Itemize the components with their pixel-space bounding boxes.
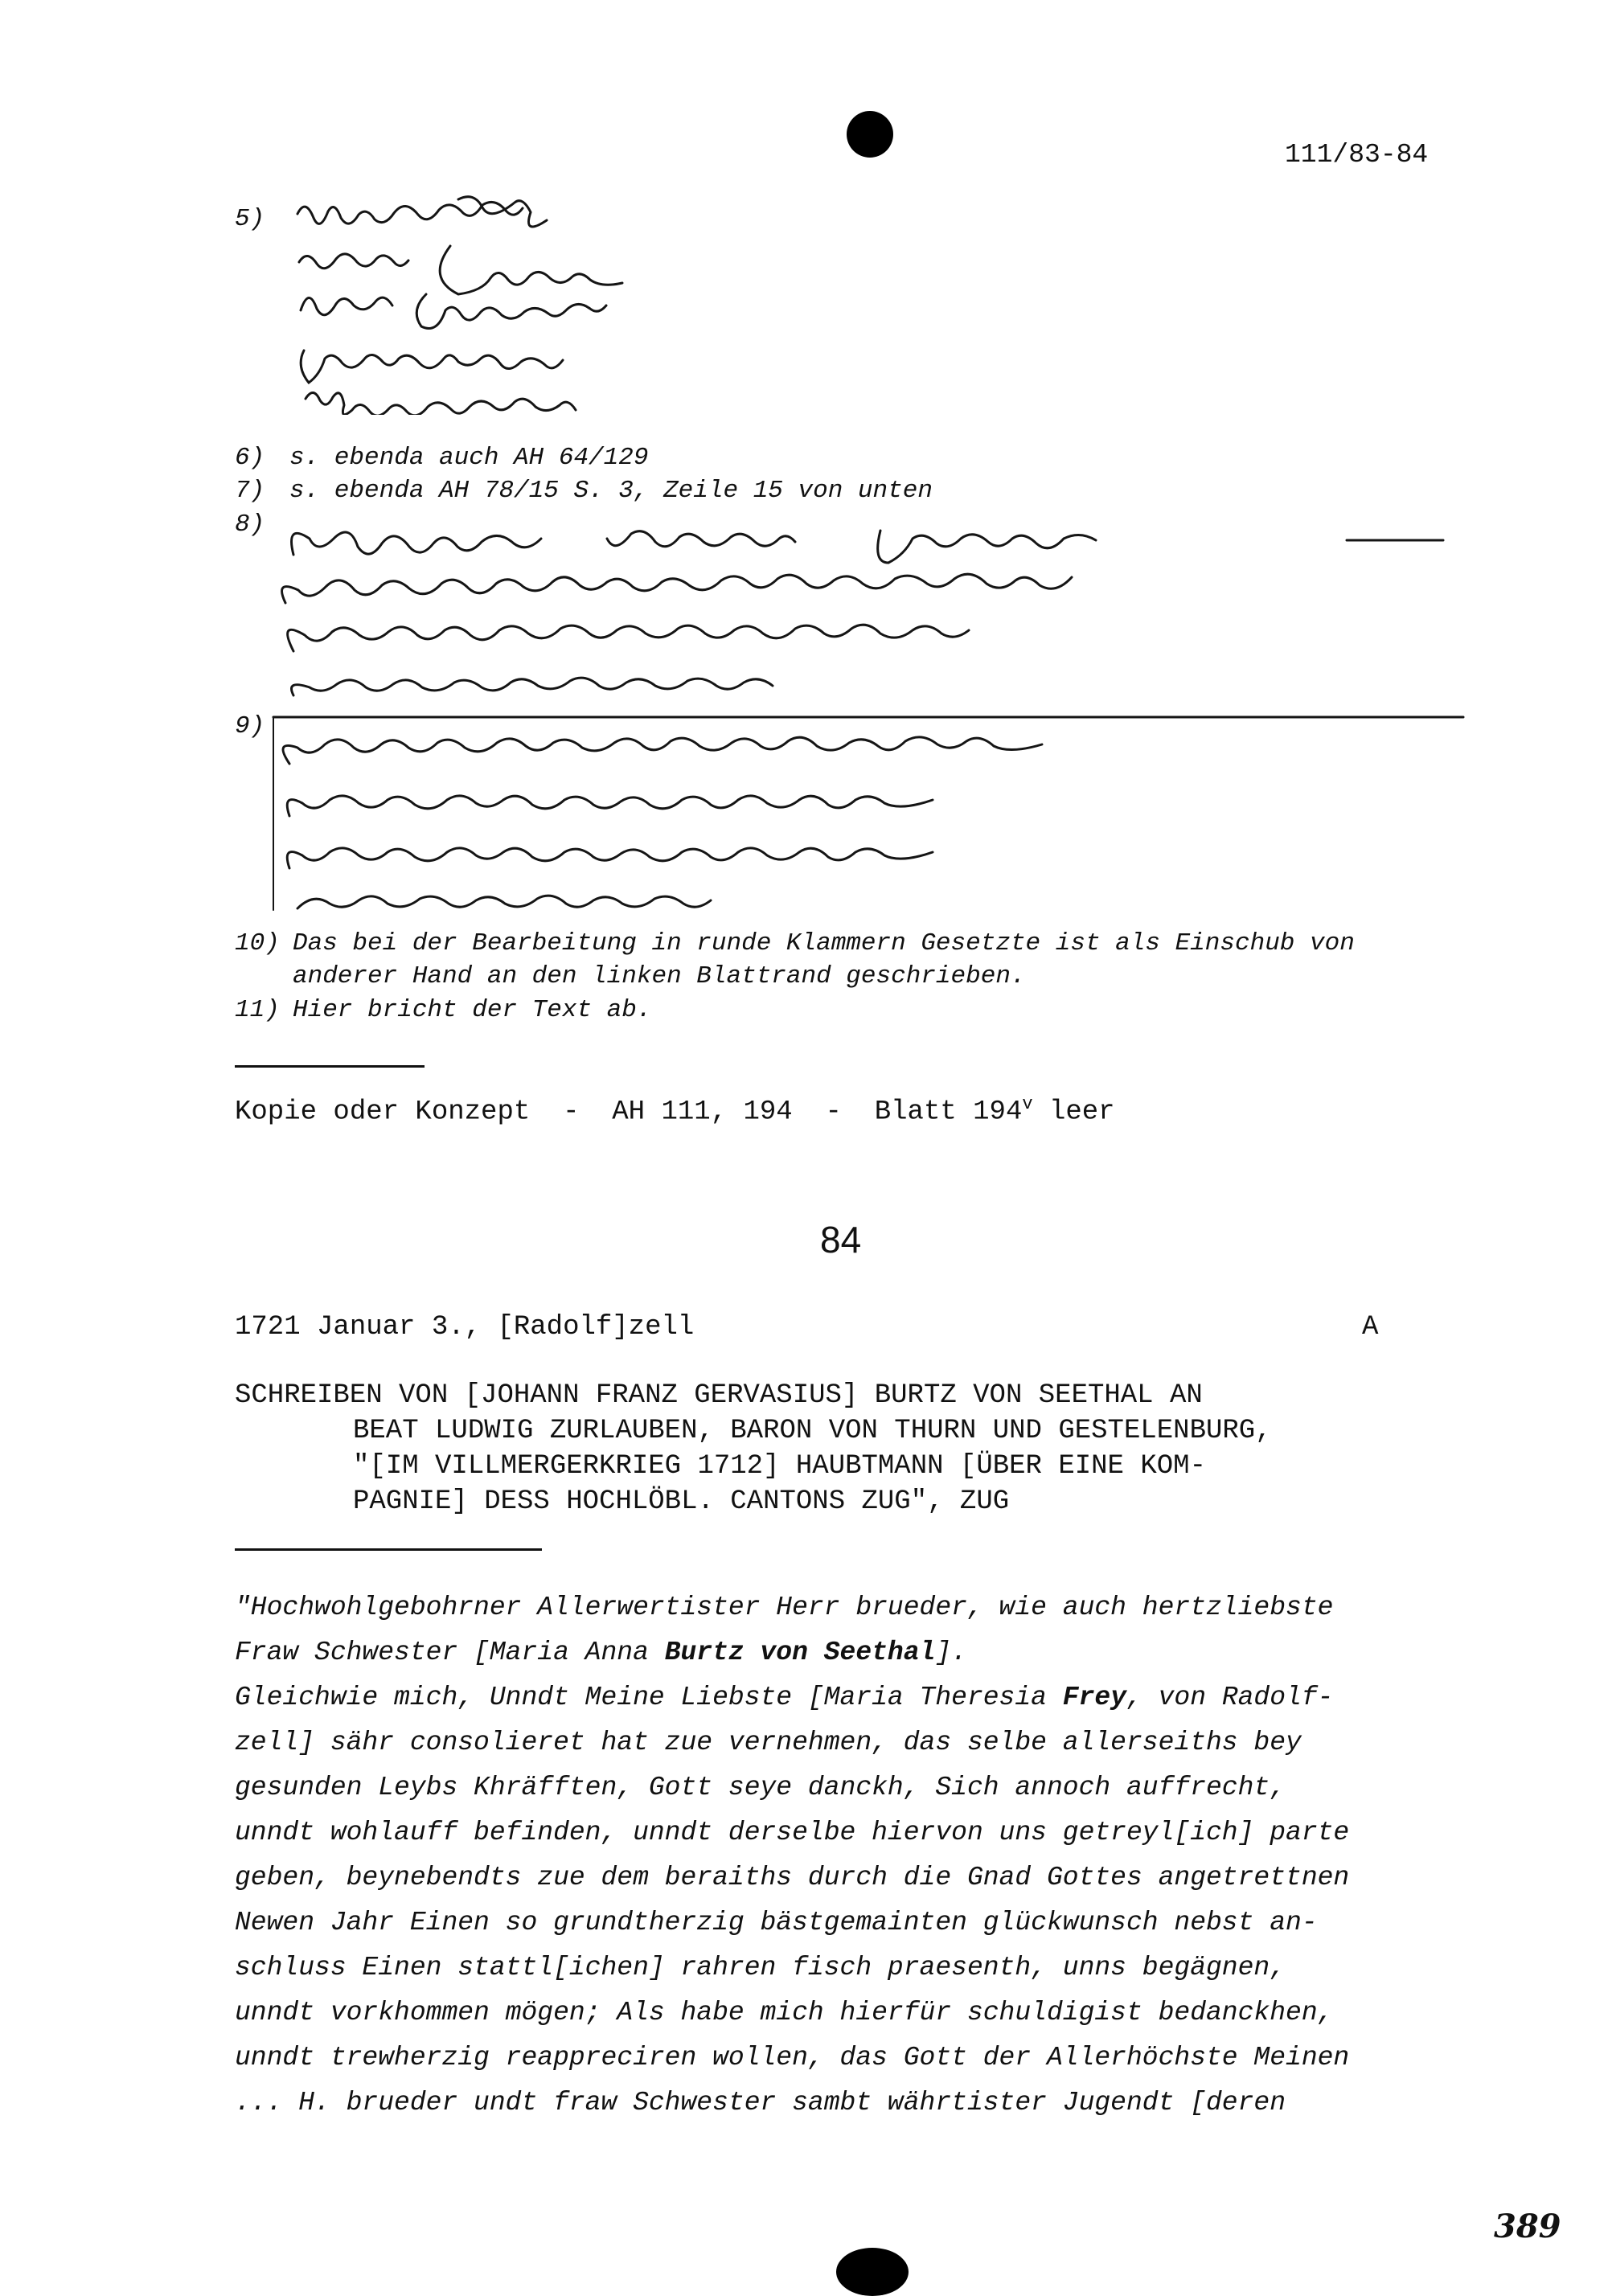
heading-line-4: PAGNIE] DESS HOCHLÖBL. CANTONS ZUG", ZUG [353,1486,1010,1517]
letter-body [235,1585,1489,2126]
source-line-text: Kopie oder Konzept - AH 111, 194 - Blatt 194 [235,1097,1023,1128]
body-line: zell] sähr consolieret hat zue vernehmen, das selbe allerseiths bey [235,1728,1302,1757]
document-heading [235,1378,1272,1519]
body-line: schluss Einen stattl[ichen] rahren fisch praesenth, unns begägnen, [235,1953,1286,1982]
footnote-10-line2: anderer Hand an den linken Blattrand geschrieben. [293,962,1026,990]
grade-letter: A [1362,1312,1379,1343]
footnote-9-number: 9) [235,712,265,740]
footnote-5-number: 5) [235,205,265,233]
handwritten-excerpt-5 [289,190,708,415]
footnote-10-number: 10) [235,929,280,957]
handwritten-excerpt-9 [265,707,1487,916]
handwritten-excerpt-8 [269,515,1459,707]
body-line: Fraw Schwester [Maria Anna Burtz von Seethal]. [235,1638,967,1667]
footnote-6-text: s. ebenda auch AH 64/129 [289,444,649,472]
source-line-superscript: v [1022,1094,1033,1114]
footnote-6-number: 6) [235,444,265,472]
footnote-10-line1: Das bei der Bearbeitung in runde Klammern Gesetzte ist als Einschub von [293,929,1355,957]
footnote-7-number: 7) [235,477,265,505]
name-emphasis: Burtz von Seethal [664,1638,936,1667]
folio-number: 389 [1494,2208,1561,2245]
body-line: geben, beynebendts zue dem beraiths durch die Gnad Gottes angetrettnen [235,1863,1350,1892]
body-line: Newen Jahr Einen so grundtherzig bästgemainten glückwunsch nebst an- [235,1908,1318,1937]
body-line: "Hochwohlgebohrner Allerwertister Herr brueder, wie auch hertzliebste [235,1593,1334,1622]
separator-rule-1 [235,1065,425,1068]
heading-line-1: SCHREIBEN VON [JOHANN FRANZ GERVASIUS] BURTZ VON SEETHAL AN [235,1380,1203,1411]
source-line [235,1087,1115,1130]
heading-line-3: "[IM VILLMERGERKRIEG 1712] HAUBTMANN [ÜBER EINE KOM- [353,1451,1206,1482]
punch-hole-bottom [836,2248,909,2296]
body-line: unndt wohlauff befinden, unndt derselbe hiervon uns getreyl[ich] parte [235,1818,1350,1847]
body-line: unndt vorkhommen mögen; Als habe mich hierfür schuldigist bedanckhen, [235,1998,1334,2027]
footnote-11-number: 11) [235,996,280,1024]
footnote-11-text: Hier bricht der Text ab. [293,996,652,1024]
source-line-suffix: leer [1032,1097,1115,1128]
date-place: 1721 Januar 3., [Radolf]zell [235,1312,695,1343]
body-line: ... H. brueder undt fraw Schwester sambt währtister Jugendt [deren [235,2088,1286,2118]
name-emphasis: Frey [1062,1683,1126,1712]
separator-rule-2 [235,1548,542,1551]
footnote-8-number: 8) [235,510,265,539]
body-line: Gleichwie mich, Unndt Meine Liebste [Maria Theresia Frey, von Radolf- [235,1683,1334,1712]
page-reference: 111/83-84 [1285,140,1429,170]
document-number: 84 [820,1219,862,1261]
punch-hole-top [847,111,893,158]
heading-line-2: BEAT LUDWIG ZURLAUBEN, BARON VON THURN UND GESTELENBURG, [353,1416,1272,1446]
body-line: unndt trewherzig reappreciren wollen, das Gott der Allerhöchste Meinen [235,2043,1350,2073]
body-line: gesunden Leybs Khräfften, Gott seye danckh, Sich annoch auffrecht, [235,1773,1286,1802]
footnote-7-text: s. ebenda AH 78/15 S. 3, Zeile 15 von unten [289,477,933,505]
